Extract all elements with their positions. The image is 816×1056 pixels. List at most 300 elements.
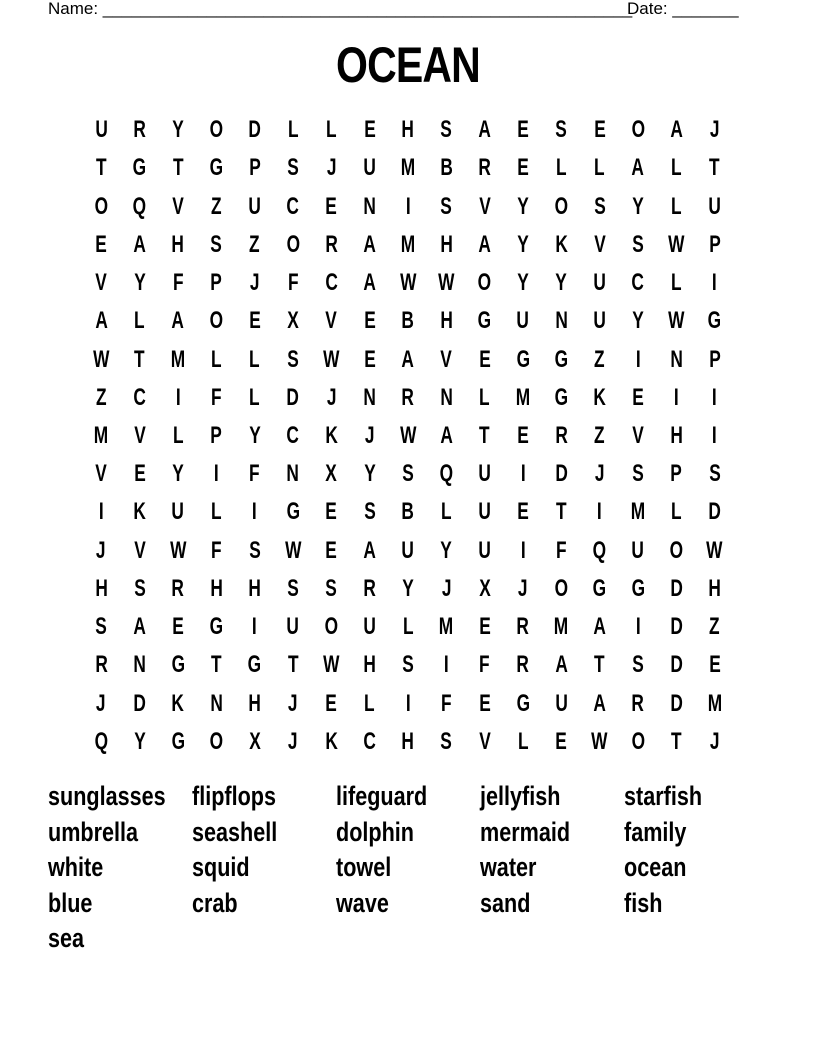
grid-letter-text: Y (632, 192, 644, 220)
grid-letter (619, 723, 657, 761)
grid-letter-text: N (286, 460, 300, 488)
grid-letter-text: U (478, 460, 491, 488)
grid-letter (466, 455, 504, 493)
grid-letter (619, 226, 657, 264)
grid-letter (197, 226, 235, 264)
grid-letter-text: L (671, 154, 682, 182)
grid-letter (696, 187, 734, 225)
grid-letter-text: W (668, 307, 685, 335)
grid-letter (427, 340, 465, 378)
grid-letter-text: S (325, 574, 338, 602)
grid-letter (350, 455, 388, 493)
grid-letter (350, 149, 388, 187)
grid-letter-text: U (708, 192, 722, 220)
grid-letter-text: Y (402, 574, 414, 602)
grid-letter (159, 264, 197, 302)
grid-letter-text: V (172, 192, 184, 220)
grid-letter (427, 646, 465, 684)
grid-letter (581, 111, 619, 149)
grid-letter (389, 685, 427, 723)
grid-letter (466, 493, 504, 531)
grid-letter (389, 417, 427, 455)
word-list-item-text: lifeguard (336, 781, 428, 811)
grid-letter-text: Y (517, 230, 529, 258)
grid-letter (159, 646, 197, 684)
grid-letter-text: B (440, 154, 453, 182)
grid-letter-text: G (516, 689, 530, 717)
grid-letter-text: K (325, 727, 338, 755)
grid-letter (657, 455, 695, 493)
grid-letter (696, 685, 734, 723)
grid-letter (82, 685, 120, 723)
grid-letter (389, 111, 427, 149)
grid-letter (120, 417, 158, 455)
grid-letter-text: G (247, 651, 262, 679)
grid-letter-text: V (632, 421, 644, 449)
grid-letter-text: S (402, 460, 414, 488)
grid-letter (120, 149, 158, 187)
grid-letter (274, 226, 312, 264)
grid-letter (312, 340, 350, 378)
grid-letter (696, 646, 734, 684)
grid-letter-text: S (440, 192, 453, 220)
grid-letter-text: O (209, 116, 223, 144)
grid-letter-text: O (669, 536, 684, 564)
grid-letter-text: D (133, 689, 146, 717)
grid-letter-text: V (478, 727, 491, 755)
grid-letter (350, 723, 388, 761)
grid-letter-text: M (93, 421, 109, 449)
grid-letter-text: Z (95, 383, 107, 411)
grid-letter (619, 264, 657, 302)
grid-letter-text: G (477, 307, 492, 335)
word-list-item (624, 850, 768, 886)
grid-letter-text: M (170, 345, 186, 373)
grid-letter (120, 187, 158, 225)
grid-letter-text: Q (132, 192, 147, 220)
grid-letter (542, 723, 580, 761)
grid-letter (696, 340, 734, 378)
grid-letter-text: W (438, 269, 455, 297)
grid-letter (82, 532, 120, 570)
grid-letter-text: U (363, 154, 376, 182)
word-list-item-text: dolphin (336, 816, 414, 847)
grid-letter (581, 379, 619, 417)
grid-letter (82, 149, 120, 187)
grid-letter (466, 723, 504, 761)
grid-letter-text: O (554, 192, 569, 220)
grid-letter (657, 608, 695, 646)
grid-letter-text: I (674, 383, 679, 411)
grid-letter (274, 340, 312, 378)
grid-letter (696, 723, 734, 761)
grid-letter (696, 417, 734, 455)
grid-letter-text: U (248, 192, 261, 220)
grid-letter-text: Y (632, 307, 644, 335)
worksheet-header (48, 0, 748, 20)
grid-letter (696, 570, 734, 608)
grid-letter (619, 417, 657, 455)
grid-letter-text: S (632, 230, 644, 258)
grid-letter-text: F (172, 269, 184, 297)
grid-letter (274, 417, 312, 455)
grid-letter (389, 455, 427, 493)
grid-letter-text: A (363, 269, 376, 297)
grid-letter-text: E (517, 421, 529, 449)
grid-letter (197, 455, 235, 493)
grid-letter-text: I (252, 613, 257, 641)
grid-letter (542, 570, 580, 608)
word-list-item (48, 815, 192, 851)
word-list-item (480, 815, 624, 851)
grid-letter-text: A (133, 613, 146, 641)
grid-letter-text: L (364, 689, 375, 717)
grid-letter (350, 187, 388, 225)
grid-letter-text: I (405, 689, 411, 717)
grid-letter (581, 417, 619, 455)
grid-letter-text: M (439, 613, 454, 641)
grid-letter (427, 226, 465, 264)
grid-letter-text: D (286, 383, 300, 411)
grid-letter-text: I (405, 192, 411, 220)
grid-letter-text: E (632, 383, 644, 411)
grid-letter (696, 264, 734, 302)
grid-letter-text: D (248, 116, 261, 144)
grid-letter-text: F (210, 383, 222, 411)
grid-letter (274, 608, 312, 646)
grid-letter-text: I (175, 383, 181, 411)
grid-letter-text: S (402, 651, 414, 679)
grid-letter (120, 455, 158, 493)
grid-letter (696, 111, 734, 149)
grid-letter-text: J (518, 574, 528, 602)
grid-letter (466, 532, 504, 570)
grid-letter-text: G (132, 154, 147, 182)
grid-letter (312, 187, 350, 225)
grid-letter-text: U (516, 307, 530, 335)
grid-letter-text: A (133, 230, 146, 258)
grid-letter (235, 723, 273, 761)
grid-letter-text: I (443, 651, 449, 679)
grid-letter (389, 264, 427, 302)
grid-letter (235, 379, 273, 417)
grid-letter-text: E (363, 116, 376, 144)
grid-letter (504, 111, 542, 149)
grid-letter (350, 646, 388, 684)
grid-letter-text: O (209, 307, 223, 335)
grid-letter (350, 340, 388, 378)
word-list-item (624, 815, 768, 851)
grid-letter (197, 532, 235, 570)
grid-letter (389, 646, 427, 684)
grid-letter-text: W (323, 651, 340, 679)
grid-letter-text: C (286, 192, 300, 220)
grid-letter (619, 111, 657, 149)
grid-letter (350, 111, 388, 149)
grid-letter (274, 379, 312, 417)
grid-letter (504, 723, 542, 761)
grid-letter (197, 685, 235, 723)
grid-letter (82, 455, 120, 493)
grid-letter-text: H (171, 230, 185, 258)
grid-letter-text: C (286, 421, 300, 449)
grid-letter (696, 455, 734, 493)
grid-letter (657, 493, 695, 531)
grid-letter (504, 302, 542, 340)
grid-letter-text: N (363, 192, 376, 220)
grid-letter (235, 455, 273, 493)
grid-letter-text: E (325, 689, 338, 717)
grid-letter-text: C (363, 727, 376, 755)
word-list-item-text: squid (192, 852, 250, 882)
grid-letter-text: J (96, 536, 106, 564)
grid-letter (120, 264, 158, 302)
grid-letter-text: E (363, 307, 376, 335)
grid-letter-text: F (249, 460, 260, 488)
grid-letter-text: R (171, 574, 185, 602)
grid-letter-text: S (95, 613, 107, 641)
grid-letter (159, 493, 197, 531)
grid-letter (389, 608, 427, 646)
grid-letter-text: H (440, 230, 453, 258)
grid-letter (581, 149, 619, 187)
grid-letter (466, 570, 504, 608)
grid-letter-text: R (133, 116, 146, 144)
grid-letter (82, 646, 120, 684)
grid-letter-text: I (635, 345, 641, 373)
grid-letter (197, 646, 235, 684)
grid-letter (581, 570, 619, 608)
grid-letter-text: X (478, 574, 491, 602)
grid-letter (120, 685, 158, 723)
grid-letter-text: T (709, 154, 721, 182)
grid-letter-text: C (325, 269, 338, 297)
grid-letter-text: G (593, 574, 607, 602)
grid-letter (312, 455, 350, 493)
letter-grid (82, 111, 734, 761)
grid-letter-text: X (287, 307, 299, 335)
grid-letter-text: L (671, 269, 682, 297)
grid-letter (657, 723, 695, 761)
grid-letter (581, 340, 619, 378)
grid-letter (657, 646, 695, 684)
grid-letter (312, 149, 350, 187)
grid-letter-text: Y (133, 727, 146, 755)
grid-letter (504, 455, 542, 493)
grid-letter (197, 493, 235, 531)
grid-letter-text: A (363, 230, 376, 258)
grid-letter-text: L (671, 498, 682, 526)
grid-letter-text: S (632, 460, 644, 488)
grid-letter-text: Z (594, 421, 606, 449)
grid-letter (350, 379, 388, 417)
grid-letter (274, 264, 312, 302)
grid-letter-text: T (210, 651, 222, 679)
grid-letter (466, 417, 504, 455)
grid-letter-text: E (478, 345, 491, 373)
grid-letter (120, 493, 158, 531)
grid-letter (657, 149, 695, 187)
word-list-item (624, 886, 768, 922)
grid-letter (619, 455, 657, 493)
grid-letter-text: V (440, 345, 453, 373)
grid-letter-text: L (671, 192, 682, 220)
grid-letter (312, 226, 350, 264)
word-list-item (480, 779, 624, 815)
grid-letter-text: S (287, 574, 299, 602)
grid-letter (504, 379, 542, 417)
grid-letter (159, 608, 197, 646)
word-list-item (480, 850, 624, 886)
grid-letter-text: G (708, 307, 722, 335)
grid-letter-text: I (520, 460, 526, 488)
grid-letter (427, 685, 465, 723)
grid-letter-text: L (479, 383, 490, 411)
grid-letter (235, 532, 273, 570)
grid-letter-text: L (172, 421, 184, 449)
grid-letter (159, 532, 197, 570)
grid-letter (542, 264, 580, 302)
grid-letter (235, 187, 273, 225)
grid-letter-text: W (169, 536, 187, 564)
grid-letter (350, 493, 388, 531)
grid-letter-text: V (593, 230, 606, 258)
word-list-item (336, 886, 480, 922)
grid-letter (657, 417, 695, 455)
grid-letter (274, 455, 312, 493)
grid-letter (427, 723, 465, 761)
word-list-item-text: white (48, 852, 104, 882)
grid-letter (657, 111, 695, 149)
grid-letter-text: P (210, 421, 222, 449)
grid-letter-text: G (209, 613, 223, 641)
grid-letter (350, 608, 388, 646)
word-list-item (192, 886, 336, 922)
grid-letter (389, 723, 427, 761)
grid-letter-text: C (133, 383, 146, 411)
grid-letter (274, 723, 312, 761)
grid-letter (542, 379, 580, 417)
grid-letter (619, 149, 657, 187)
word-list-item-text: crab (192, 887, 238, 918)
grid-letter (389, 302, 427, 340)
grid-letter (312, 532, 350, 570)
word-list (48, 779, 768, 957)
grid-letter-text: T (134, 345, 145, 373)
word-list-item (624, 779, 768, 815)
grid-letter-text: S (709, 460, 721, 488)
grid-letter-text: J (96, 689, 106, 717)
grid-letter (619, 340, 657, 378)
grid-letter-text: N (670, 345, 683, 373)
grid-letter (235, 149, 273, 187)
grid-letter (274, 111, 312, 149)
grid-letter (466, 685, 504, 723)
grid-letter (581, 226, 619, 264)
word-list-item-text: jellyfish (480, 781, 561, 811)
grid-letter-text: L (249, 345, 260, 373)
grid-letter (657, 532, 695, 570)
grid-letter-text: S (555, 116, 568, 144)
word-list-item-text: fish (624, 887, 663, 918)
grid-letter-text: O (631, 116, 645, 144)
grid-letter-text: A (440, 421, 453, 449)
grid-letter (389, 340, 427, 378)
grid-letter (389, 570, 427, 608)
grid-letter-text: Y (172, 116, 184, 144)
grid-letter (581, 608, 619, 646)
grid-letter-text: W (323, 345, 340, 373)
grid-letter (581, 723, 619, 761)
grid-letter (120, 570, 158, 608)
grid-letter (542, 187, 580, 225)
grid-letter (82, 493, 120, 531)
word-list-item-text: seashell (192, 816, 278, 847)
grid-letter (466, 264, 504, 302)
grid-letter (120, 608, 158, 646)
grid-letter (581, 187, 619, 225)
grid-letter-text: E (248, 307, 261, 335)
grid-letter-text: K (593, 383, 606, 411)
grid-letter-text: U (478, 536, 491, 564)
grid-letter-text: B (401, 498, 415, 526)
grid-letter-text: M (707, 689, 723, 717)
grid-letter-text: J (441, 574, 452, 602)
grid-letter (159, 417, 197, 455)
grid-letter (274, 149, 312, 187)
grid-letter-text: V (133, 536, 146, 564)
grid-letter-text: H (363, 651, 376, 679)
grid-letter (542, 226, 580, 264)
grid-letter (427, 264, 465, 302)
grid-letter (389, 493, 427, 531)
grid-letter-text: W (668, 230, 685, 258)
grid-letter (619, 302, 657, 340)
grid-letter (235, 646, 273, 684)
grid-letter (159, 723, 197, 761)
grid-letter-text: R (478, 154, 491, 182)
grid-letter (542, 608, 580, 646)
grid-letter (350, 570, 388, 608)
grid-letter-text: I (712, 421, 718, 449)
grid-letter (350, 264, 388, 302)
grid-letter (466, 149, 504, 187)
grid-letter (197, 111, 235, 149)
grid-letter-text: A (670, 116, 683, 144)
grid-letter (427, 532, 465, 570)
grid-letter (82, 187, 120, 225)
word-list-item (192, 850, 336, 886)
grid-letter-text: V (133, 421, 146, 449)
grid-letter-text: R (631, 689, 645, 717)
grid-letter (312, 302, 350, 340)
grid-letter (581, 646, 619, 684)
grid-letter-text: D (708, 498, 722, 526)
grid-letter (350, 685, 388, 723)
grid-letter (82, 723, 120, 761)
grid-letter (696, 608, 734, 646)
word-list-item (336, 815, 480, 851)
grid-letter (504, 493, 542, 531)
grid-letter (197, 608, 235, 646)
grid-letter (504, 149, 542, 187)
grid-letter (504, 532, 542, 570)
grid-letter (619, 493, 657, 531)
grid-letter (235, 264, 273, 302)
grid-letter-text: N (209, 689, 223, 717)
grid-letter-text: P (210, 269, 222, 297)
grid-letter (542, 417, 580, 455)
